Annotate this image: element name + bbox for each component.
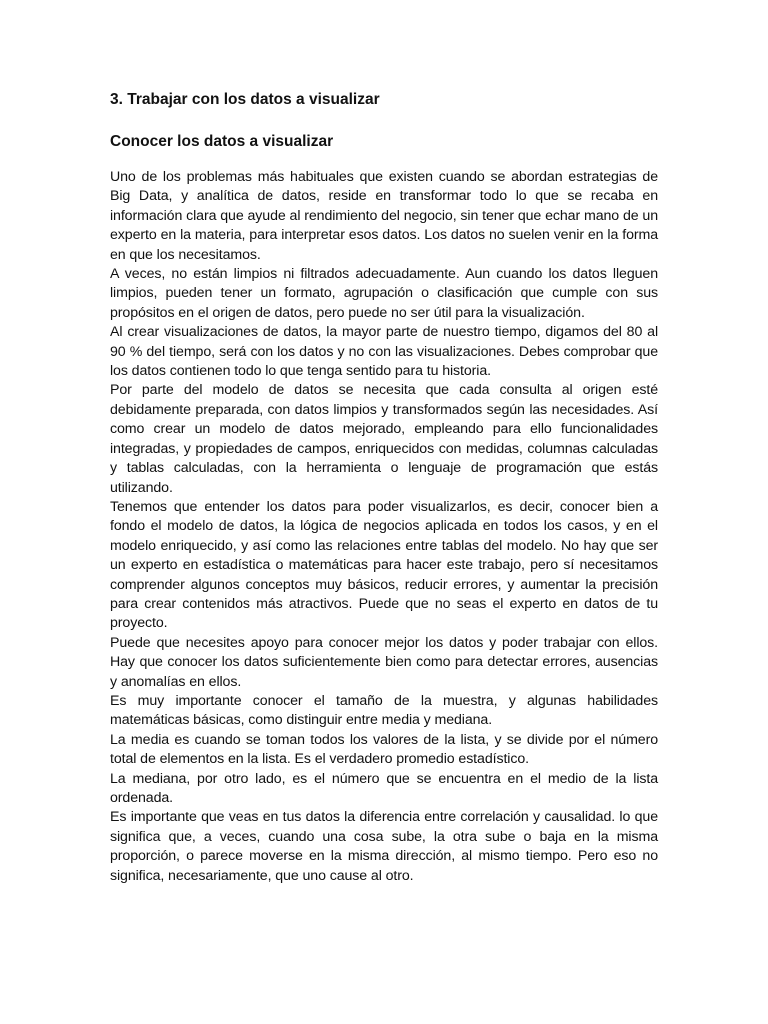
paragraph: La mediana, por otro lado, es el número que se encuentra en el medio de la lista ordenada.	[110, 770, 658, 806]
paragraph: Por parte del modelo de datos se necesita que cada consulta al origen esté debidamente preparada, con datos limpios y transformados según las necesidades. Así como crear un modelo de datos mejorado, empleando para ello funcionalidades integradas, y propiedades de campos, enriquecidos con medidas, columnas calculadas y tablas calculadas, con la herramienta o lenguaje de programación que estás utilizando.	[110, 382, 658, 496]
paragraph: Tenemos que entender los datos para poder visualizarlos, es decir, conocer bien a fondo el modelo de datos, la lógica de negocios aplicada en todos los casos, y en el modelo enriquecido, y así como las relaciones entre tablas del modelo. No hay que ser un experto en estadística o matemáticas para hacer este trabajo, pero sí necesitamos comprender algunos conceptos muy básicos, reducir errores, y aumentar la precisión para crear contenidos más atractivos. Puede que no seas el experto en datos de tu proyecto.	[110, 498, 658, 632]
paragraph: Uno de los problemas más habituales que existen cuando se abordan estrategias de Big Data, y analítica de datos, reside en transformar todo lo que se recaba en información clara que ayude al rendimiento del negocio, sin tener que echar mano de un experto en la materia, para interpretar esos datos. Los datos no suelen venir en la forma en que los necesitamos.	[110, 169, 658, 263]
paragraph: A veces, no están limpios ni filtrados adecuadamente. Aun cuando los datos lleguen limpios, pueden tener un formato, agrupación o clasificación que cumple con sus propósitos en el origen de datos, pero puede no ser útil para la visualización.	[110, 266, 658, 321]
body-text	[110, 168, 658, 886]
paragraph: La media es cuando se toman todos los valores de la lista, y se divide por el número total de elementos en la lista. Es el verdadero promedio estadístico.	[110, 731, 658, 768]
paragraph: Puede que necesites apoyo para conocer mejor los datos y poder trabajar con ellos. Hay que conocer los datos suficientemente bien como para detectar errores, ausencias y anomalías en ellos.	[110, 634, 658, 690]
paragraph: Es importante que veas en tus datos la diferencia entre correlación y causalidad. lo que significa que, a veces, cuando una cosa sube, la otra sube o baja en la misma proporción, o parece moverse en la misma dirección, al mismo tiempo. Pero eso no significa, necesariamente, que uno cause al otro.	[110, 809, 658, 884]
paragraph: Al crear visualizaciones de datos, la mayor parte de nuestro tiempo, digamos del 80 al 90 % del tiempo, será con los datos y no con las visualizaciones. Debes comprobar que los datos contienen todo lo que tenga sentido para tu historia.	[110, 324, 658, 380]
subsection-title: Conocer los datos a visualizar	[110, 133, 334, 150]
section-title: 3. Trabajar con los datos a visualizar	[110, 91, 380, 108]
paragraph: Es muy importante conocer el tamaño de la muestra, y algunas habilidades matemáticas básicas, como distinguir entre media y mediana.	[110, 692, 658, 729]
